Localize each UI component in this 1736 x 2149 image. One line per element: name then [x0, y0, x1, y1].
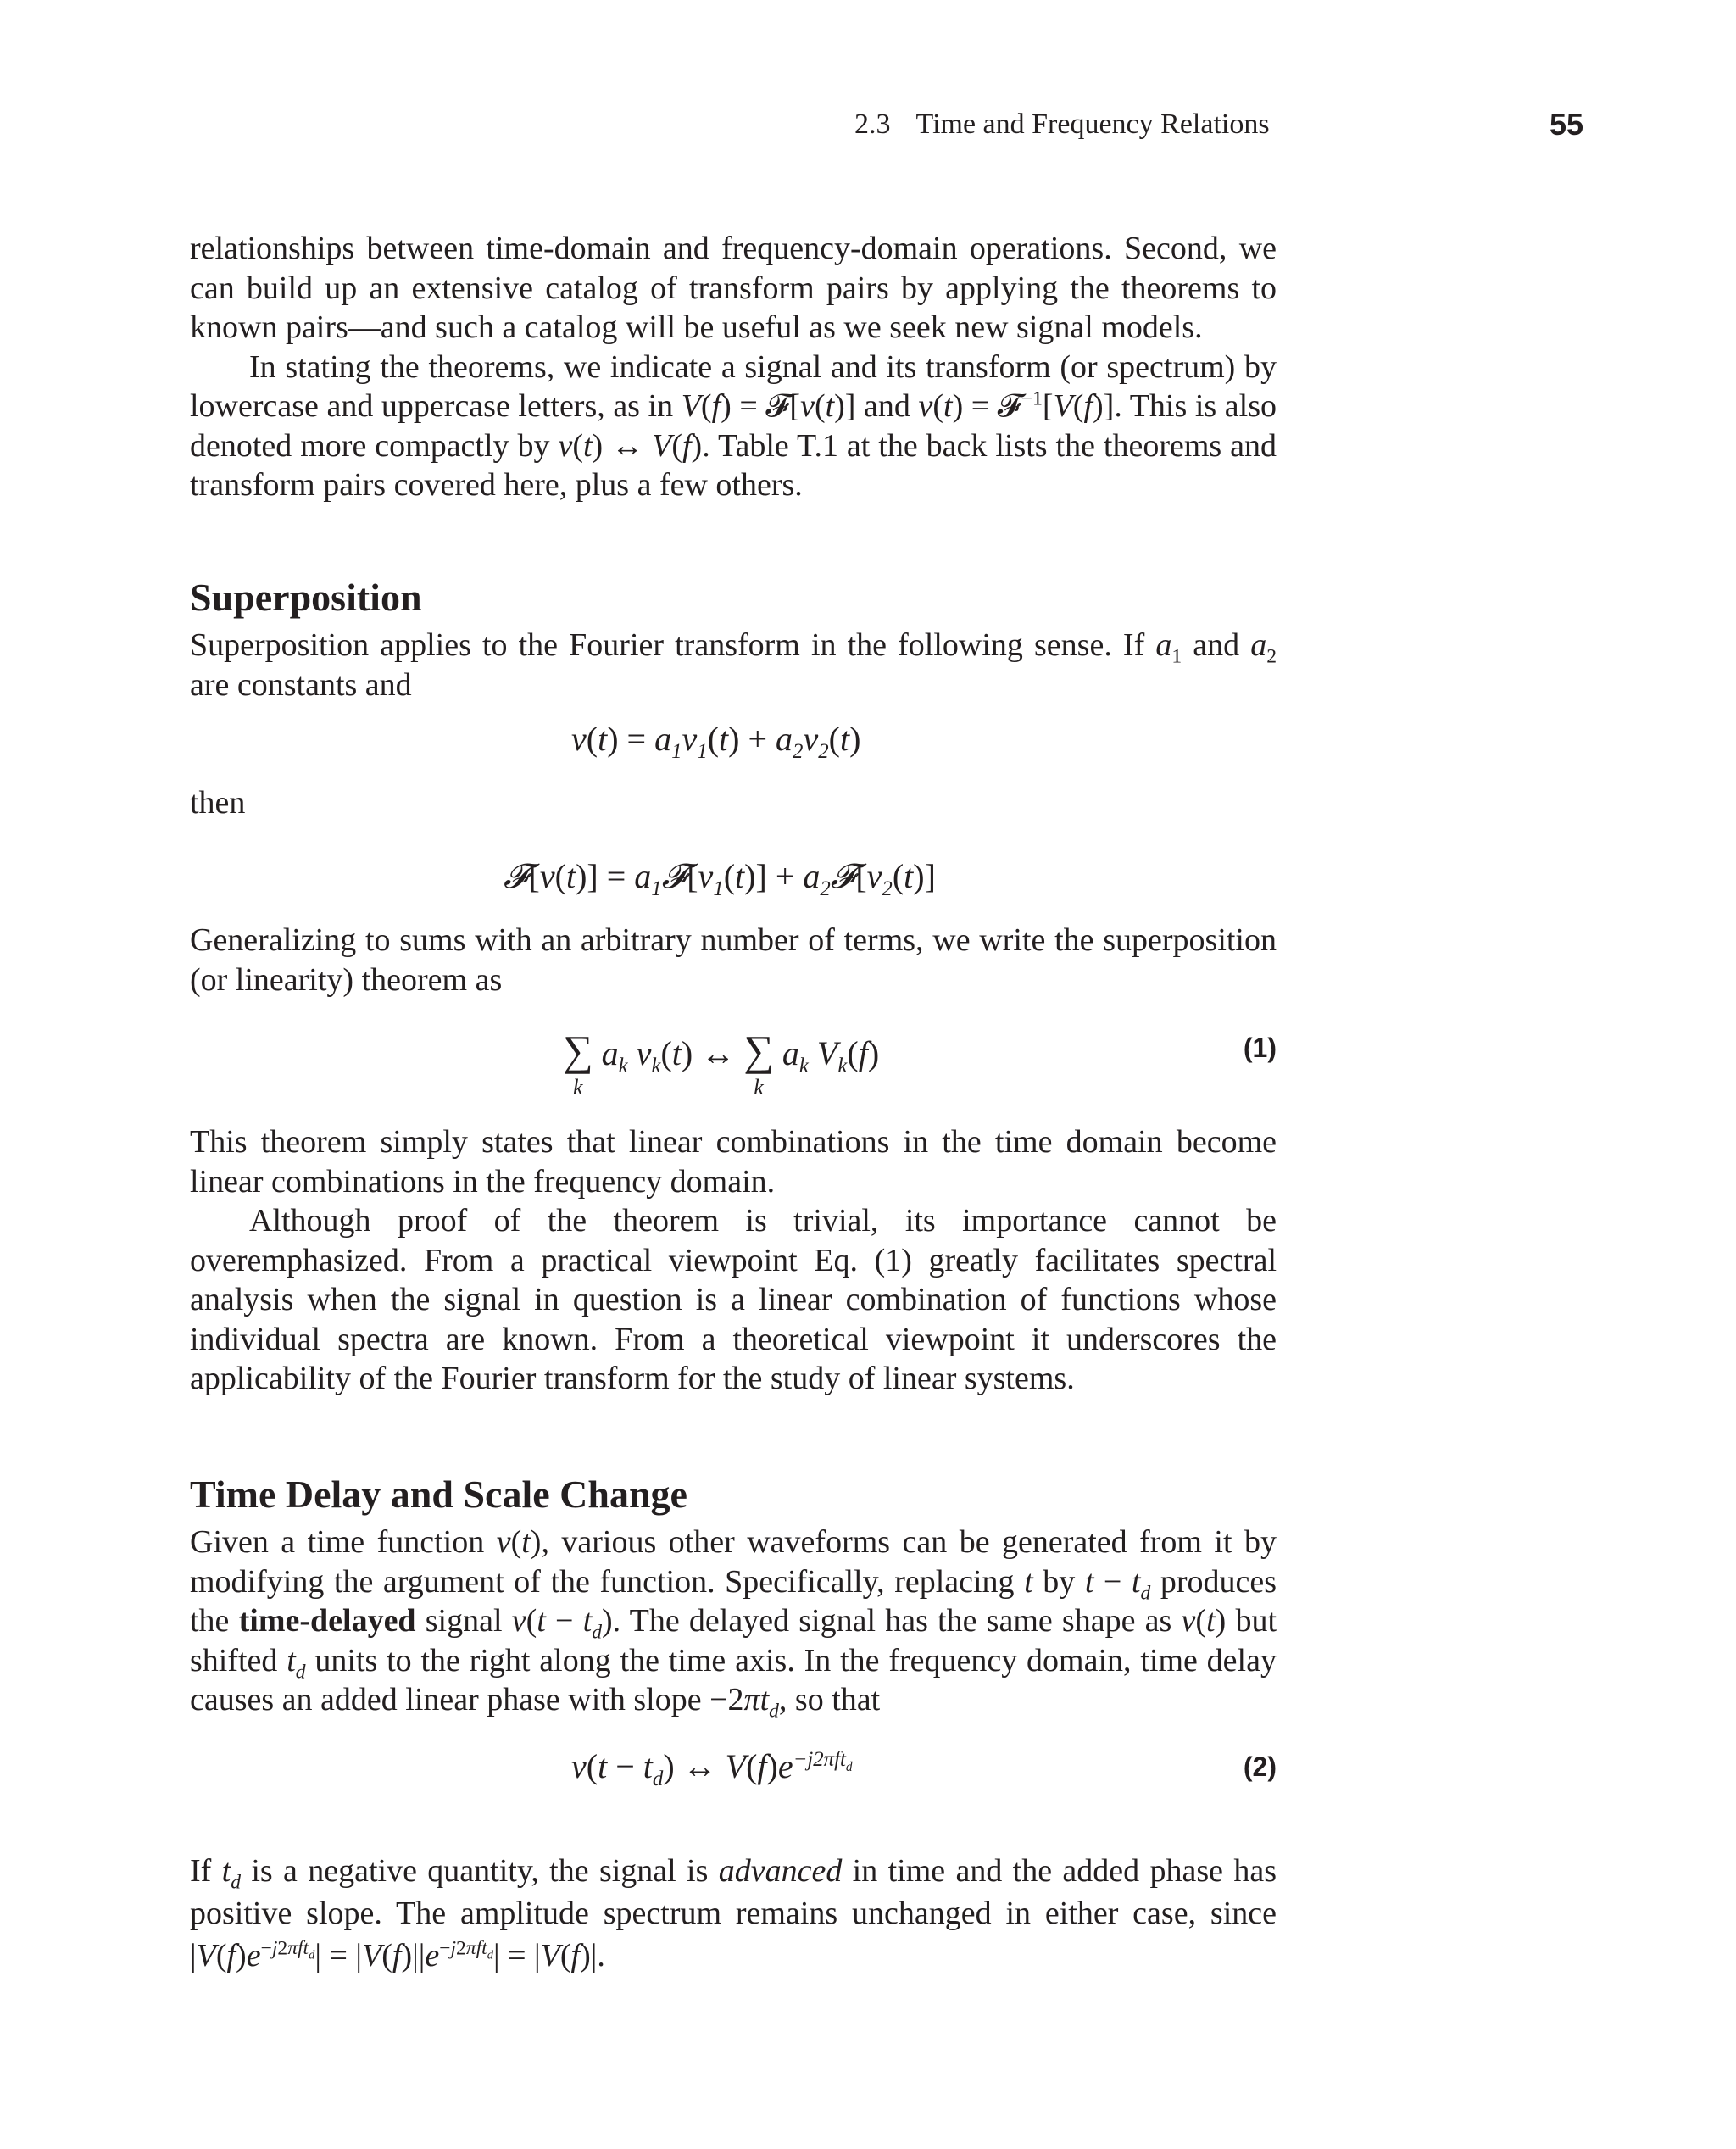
- superposition-intro: [190, 626, 1277, 704]
- then-text: then: [190, 785, 246, 821]
- superposition-generalize: [190, 921, 1277, 999]
- heading-time-delay: Time Delay and Scale Change: [190, 1473, 687, 1516]
- running-header: [854, 109, 1270, 141]
- section-number: 2.3: [854, 109, 891, 140]
- time-delay-body: [190, 1850, 1277, 1977]
- intro-text: [190, 229, 1277, 505]
- textbook-page: 2.3 Time and Frequency Relations 55 relationships between time-domain and frequency-domain operations. Second, we can build up an extensive catalog of transform pairs by applying the theorems to known pairs—and such a catalog will be useful as we seek new signal models. In stating the theorems, we indicate a signal and its transform (or spectrum) by lowercase and uppercase letters, as in V(f) = 𝓕[v(t)] and v(t) = 𝓕$^{-1}$[V(f)]. This is also denoted more compactly by v(t) ↔ V(f). Table T.1 at the back lists the theorems and transform pairs covered here, plus a few others. Superposition Superposition applies to the Fourier transform in the following sense. If $a_1$ and $a_2$ are constants and $v(t) = a_1v_1(t) + a_2v_2(t)$ then 𝓕[v(t)] = $a_1𝓕[v_1(t)]$ + $a_2𝓕[v_2(t)]$ Generalizing to sums with an arbitrary number of terms, we write the superposition (or linearity) theorem as ∑ k $a_k$ $v_k(t)$ ↔ ∑ k $a_k$ $V_k(f)$ (1) This theorem simply states that linear combinations in the time domain become linear combinations in the frequency domain. Although proof of the theorem is trivial, its importance cannot be overemphasized. From a practical viewpoint Eq. (1) greatly facilitates spectral analysis when the signal in question is a linear combination of functions whose individual spectra are known. From a theoretical viewpoint it underscores the applicability of the Fourier transform for the study of linear systems. Time Delay and Scale Change Given a time function v(t), various other waveforms can be generated from it by modifying the argument of the function. Specifically, replacing t by $t - t_d$ produces the time-delayed signal $v(t - t_d)$. The delayed signal has the same shape as v(t) but shifted $t_d$ units to the right along the time axis. In the frequency domain, time delay causes an added linear phase with slope $-2\pi t_d$, so that $v(t - t_d)$ ↔ $V(f)e^{-j2\pi ft_d}$ (2) If $t_d$ is a negative quantity, the signal is advanced in time and the added phase has positive slope. The amplitude spectrum remains unchanged in either case, since $|V(f)e^{-j2\pi ft_d}| = |V(f)||e^{-j2\pi ft_d}| = |V(f)|$.: [0, 0, 1736, 2149]
- heading-superposition: Superposition: [190, 576, 422, 619]
- intro-paragraph-1: relationships between time-domain and frequency-domain operations. Second, we can build up an extensive catalog of transform pairs by applying the theorems to known pairs—and such a catalog will be useful as we seek new signal models.: [190, 231, 1277, 345]
- superposition-paragraph-1: Superposition applies to the Fourier transform in the following sense. If $a_1$ and $a_2$ are constants and: [190, 627, 1277, 703]
- equation-2-number: (2): [1243, 1751, 1277, 1782]
- intro-paragraph-2: In stating the theorems, we indicate a signal and its transform (or spectrum) by lowercase and uppercase letters, as in V(f) = 𝓕[v(t)] and v(t) = 𝓕$^{-1}$[V(f)]. This is also denoted more compactly by v(t) ↔ V(f). Table T.1 at the back lists the theorems and transform pairs covered here, plus a few others.: [190, 348, 1277, 503]
- time-delay-intro: [190, 1523, 1277, 1723]
- time-delay-paragraph-2: If $t_d$ is a negative quantity, the signal is advanced in time and the added phase has positive slope. The amplitude spectrum remains unchanged in either case, since $|V(f)e^{-j2\pi ft_d}| = |V(f)||e^{-j2\pi ft_d}| = |V(f)|$.: [190, 1853, 1277, 1974]
- time-delay-paragraph-1: Given a time function v(t), various other waveforms can be generated from it by modifying the argument of the function. Specifically, replacing t by $t - t_d$ produces the time-delayed signal $v(t - t_d)$. The delayed signal has the same shape as v(t) but shifted $t_d$ units to the right along the time axis. In the frequency domain, time delay causes an added linear phase with slope $-2\pi t_d$, so that: [190, 1524, 1277, 1723]
- page-number: 55: [1549, 107, 1583, 142]
- equation-1-number: (1): [1243, 1033, 1277, 1063]
- superposition-paragraph-4: Although proof of the theorem is trivial, its importance cannot be overemphasized. From a practical viewpoint Eq. (1) greatly facilitates spectral analysis when the signal in question is a linear combination of functions whose individual spectra are known. From a theoretical viewpoint it underscores the applicability of the Fourier transform for the study of linear systems.: [190, 1203, 1277, 1396]
- superposition-body: [190, 1122, 1277, 1399]
- section-title: Time and Frequency Relations: [915, 109, 1270, 140]
- superposition-paragraph-2: Generalizing to sums with an arbitrary number of terms, we write the superposition (or linearity) theorem as: [190, 922, 1277, 998]
- superposition-paragraph-3: This theorem simply states that linear combinations in the time domain become linear combinations in the frequency domain.: [190, 1124, 1277, 1200]
